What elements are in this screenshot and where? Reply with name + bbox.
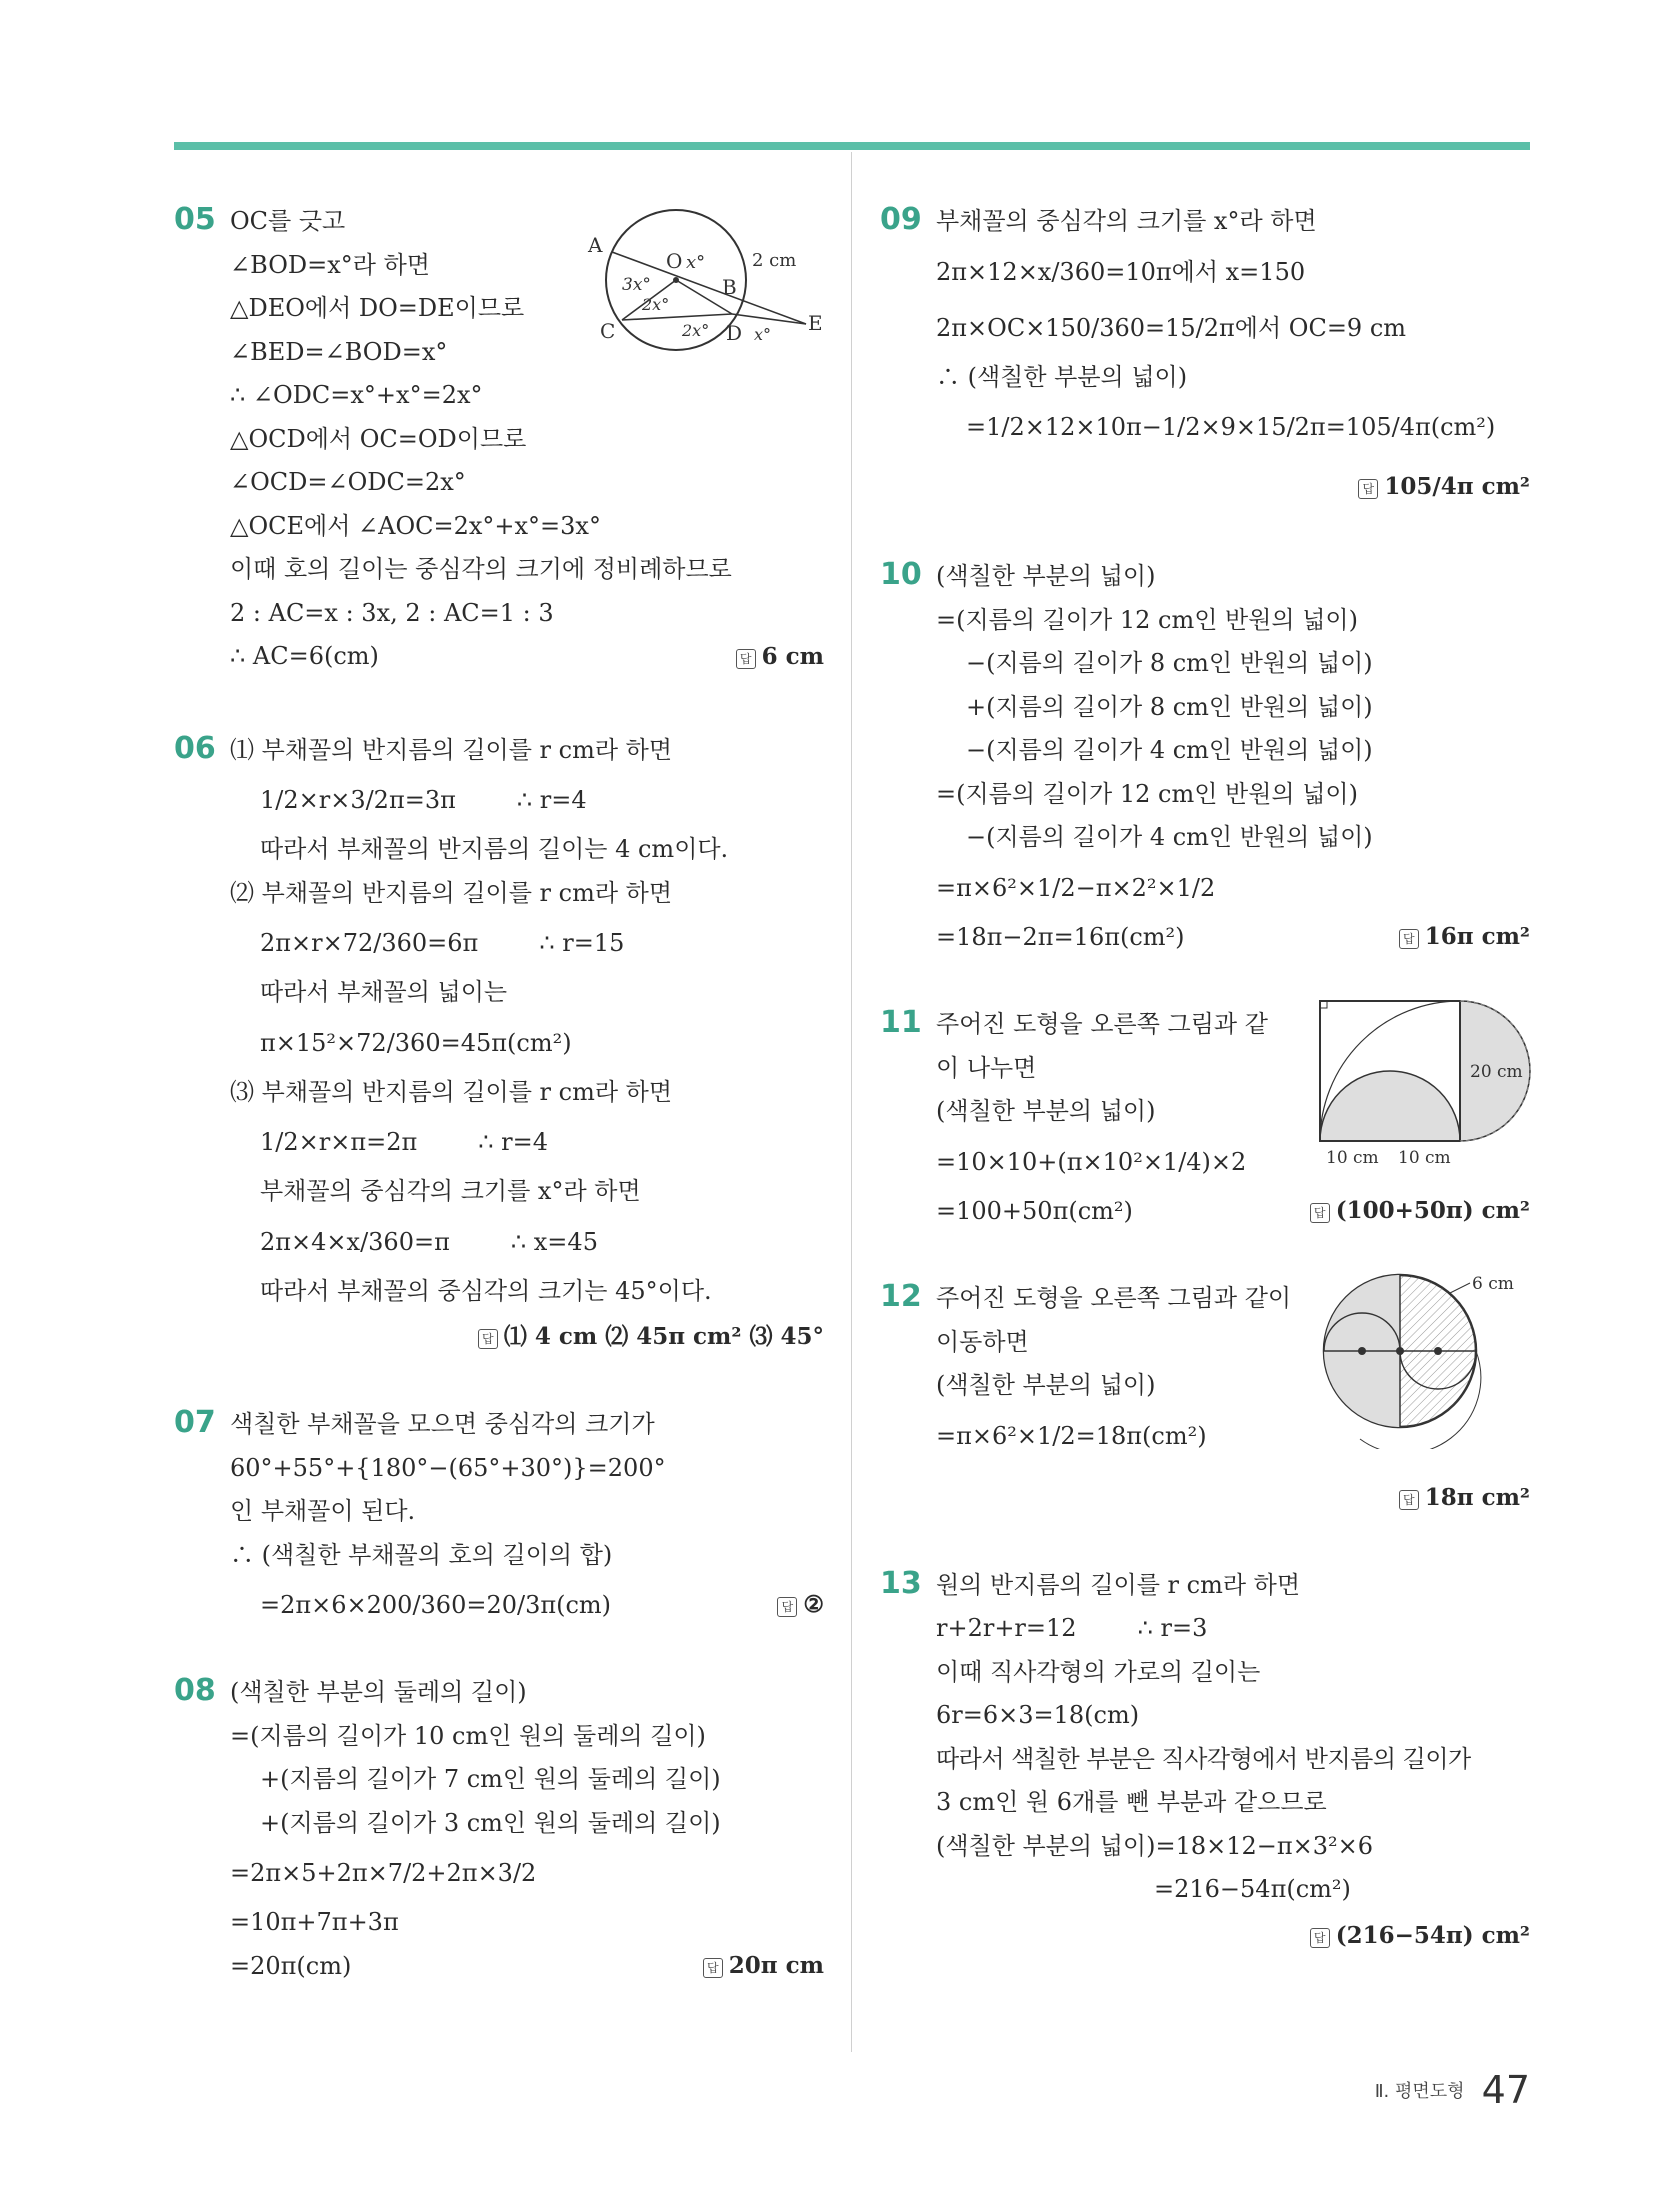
solution-line: 인 부채꼴이 된다.	[230, 1497, 416, 1525]
answer-text: 20π cm	[728, 1952, 824, 1979]
answer-text: 16π cm²	[1424, 923, 1530, 950]
left-center-dot	[1358, 1347, 1366, 1355]
middle-center-dot	[1396, 1347, 1404, 1355]
solution-line: (색칠한 부분의 넓이)=18×12−π×3²×6	[936, 1831, 1374, 1860]
solution-line: π×15²×72/360=45π(cm²)	[260, 1028, 572, 1057]
answer-text: ⑴ 4 cm ⑵ 45π cm² ⑶ 45°	[503, 1323, 824, 1350]
solution-line: 주어진 도형을 오른쪽 그림과 같	[936, 1010, 1268, 1038]
solution-line: ∠BED=∠BOD=x°	[230, 337, 448, 366]
problem-13	[880, 1564, 1530, 1958]
problem-number: 09	[880, 202, 922, 237]
right-center-dot	[1434, 1347, 1442, 1355]
solution-line: ⑵ 부채꼴의 반지름의 길이를 r cm라 하면	[230, 878, 673, 907]
problem-number: 07	[174, 1405, 216, 1440]
solution-line: −(지름의 길이가 4 cm인 반원의 넓이)	[966, 736, 1373, 764]
label-d: D	[726, 321, 743, 345]
answer-mark-icon: 답	[736, 649, 756, 669]
solution-line: △OCE에서 ∠AOC=2x°+x°=3x°	[230, 511, 601, 540]
solution-line: 원의 반지름의 길이를 r cm라 하면	[936, 1570, 1301, 1599]
left-column	[174, 200, 824, 2032]
shaded-left-quarter	[1320, 1071, 1460, 1141]
solution-line: =2π×6×200/360=20/3π(cm)	[260, 1591, 612, 1619]
solution-line: ⑴ 부채꼴의 반지름의 길이를 r cm라 하면	[230, 735, 673, 764]
circle-figure	[586, 208, 826, 358]
solution-line: (색칠한 부분의 넓이)	[936, 1371, 1156, 1399]
answer	[936, 457, 1530, 517]
answer-text: (100+50π) cm²	[1335, 1197, 1530, 1224]
solution-line: 2 : AC=x : 3x, 2 : AC=1 : 3	[230, 598, 554, 627]
problem-number: 08	[174, 1673, 216, 1708]
solution-line: 색칠한 부채꼴을 모으면 중심각의 크기가	[230, 1410, 655, 1438]
problem-number: 10	[880, 557, 922, 592]
problem-06	[174, 729, 824, 1360]
solution-line: ∴ (색칠한 부채꼴의 호의 길이의 합)	[230, 1540, 613, 1569]
solution-line: =(지름의 길이가 12 cm인 반원의 넓이)	[936, 605, 1358, 634]
problem-10	[880, 555, 1530, 959]
solution-line: (색칠한 부분의 넓이)	[936, 1097, 1156, 1125]
solution-line: ∴ ∠ODC=x°+x°=2x°	[230, 381, 483, 409]
solution-line: −(지름의 길이가 4 cm인 반원의 넓이)	[966, 823, 1373, 851]
label-bottom-right: 10 cm	[1398, 1148, 1451, 1168]
answer-mark-icon: 답	[703, 1958, 723, 1978]
solution-line: ∴ AC=6(cm)	[230, 642, 379, 670]
solution-line: =10π+7π+3π	[230, 1908, 399, 1936]
solution-line: 1/2×r×3/2π=3π ∴ r=4	[260, 786, 587, 814]
problem-08	[174, 1671, 824, 1988]
solution-line: +(지름의 길이가 3 cm인 원의 둘레의 길이)	[260, 1808, 721, 1837]
solution-line: 60°+55°+{180°−(65°+30°)}=200°	[230, 1453, 666, 1482]
solution-line: =18π−2π=16π(cm²)	[936, 922, 1185, 951]
solution-line: (색칠한 부분의 넓이)	[936, 562, 1156, 590]
problem-11	[880, 1003, 1530, 1233]
solution-line: =π×6²×1/2−π×2²×1/2	[936, 873, 1216, 902]
yin-yang-circle-figure	[1300, 1269, 1540, 1449]
solution-line: 따라서 색칠한 부분은 직사각형에서 반지름의 길이가	[936, 1744, 1471, 1773]
answer-mark-icon: 답	[1310, 1203, 1330, 1223]
solution-line: =10×10+(π×10²×1/4)×2	[936, 1147, 1247, 1176]
solution-line: =(지름의 길이가 12 cm인 반원의 넓이)	[936, 779, 1358, 808]
solution-line: 2π×OC×150/360=15/2π에서 OC=9 cm	[936, 313, 1407, 342]
solution-line: r+2r+r=12 ∴ r=3	[936, 1614, 1208, 1642]
solution-line: =(지름의 길이가 10 cm인 원의 둘레의 길이)	[230, 1721, 706, 1750]
solution-line: ∠BOD=x°라 하면	[230, 250, 430, 279]
solution-line: =2π×5+2π×7/2+2π×3/2	[230, 1859, 537, 1887]
label-b: B	[722, 275, 737, 299]
label-o: O	[666, 249, 683, 273]
solution-line: =100+50π(cm²)	[936, 1196, 1133, 1225]
solution-line: △DEO에서 DO=DE이므로	[230, 294, 525, 322]
answer-mark-icon: 답	[1358, 479, 1378, 499]
solution-line: 이 나누면	[936, 1053, 1037, 1082]
problem-09	[880, 200, 1530, 517]
solution-line: ∴ (색칠한 부분의 넓이)	[936, 362, 1188, 391]
page-footer	[1375, 2068, 1530, 2112]
solution-line: 2π×r×72/360=6π ∴ r=15	[260, 929, 625, 957]
answer	[936, 1476, 1530, 1520]
answer-mark-icon: 답	[1399, 1490, 1419, 1510]
solution-line: OC를 긋고	[230, 207, 346, 235]
solution-line: 3 cm인 원 6개를 뺀 부분과 같으므로	[936, 1788, 1327, 1816]
solution-line: +(지름의 길이가 8 cm인 반원의 넓이)	[966, 692, 1373, 721]
segment-cd	[622, 314, 732, 320]
solution-line: 주어진 도형을 오른쪽 그림과 같이	[936, 1284, 1292, 1312]
solution-line: 2π×12×x/360=10π에서 x=150	[936, 257, 1306, 286]
answer-text: 105/4π cm²	[1384, 473, 1530, 500]
right-column	[880, 200, 1530, 2002]
radius-leader	[1450, 1283, 1470, 1293]
solution-line: 따라서 부채꼴의 넓이는	[260, 978, 508, 1006]
solution-line: ∠OCD=∠ODC=2x°	[230, 468, 466, 496]
label-x2: x°	[754, 325, 772, 344]
square-quarter-circles-figure	[1310, 991, 1540, 1171]
label-bottom-left: 10 cm	[1326, 1148, 1379, 1168]
solution-line: 6r=6×3=18(cm)	[936, 1701, 1140, 1729]
problem-07	[174, 1403, 824, 1627]
solution-line: 이때 호의 길이는 중심각의 크기에 정비례하므로	[230, 555, 732, 583]
answer-mark-icon: 답	[1310, 1928, 1330, 1948]
answer	[230, 1315, 824, 1359]
solution-line: 1/2×r×π=2π ∴ r=4	[260, 1128, 549, 1156]
solution-line: 따라서 부채꼴의 반지름의 길이는 4 cm이다.	[260, 835, 729, 863]
solution-line: =π×6²×1/2=18π(cm²)	[936, 1421, 1207, 1450]
answer-text: ②	[803, 1591, 824, 1618]
answer-mark-icon: 답	[1399, 929, 1419, 949]
problem-number: 11	[880, 1005, 922, 1040]
section-label: Ⅱ. 평면도형	[1374, 2081, 1465, 2102]
problem-05	[174, 200, 824, 679]
problem-number: 05	[174, 202, 216, 237]
label-2x-a: 2x°	[642, 295, 670, 314]
solution-line: +(지름의 길이가 7 cm인 원의 둘레의 길이)	[260, 1765, 721, 1793]
answer-mark-icon: 답	[777, 1597, 797, 1617]
answer-text: 18π cm²	[1424, 1483, 1530, 1511]
segment-de	[732, 314, 806, 324]
solution-line: 2π×4×x/360=π ∴ x=45	[260, 1227, 598, 1256]
column-divider	[851, 152, 852, 2052]
label-x1: x°	[686, 252, 706, 273]
label-radius: 6 cm	[1472, 1274, 1514, 1294]
problem-12	[880, 1274, 1530, 1520]
answer	[936, 1914, 1530, 1958]
problem-number: 06	[174, 730, 216, 766]
solution-line: ⑶ 부채꼴의 반지름의 길이를 r cm라 하면	[230, 1077, 673, 1106]
label-c: C	[600, 319, 616, 343]
problem-number: 12	[880, 1279, 922, 1314]
solution-line: (색칠한 부분의 둘레의 길이)	[230, 1678, 527, 1706]
answer-mark-icon: 답	[478, 1329, 498, 1349]
label-length: 2 cm	[752, 250, 797, 271]
label-side-length: 20 cm	[1470, 1062, 1523, 1082]
solution-line: 따라서 부채꼴의 중심각의 크기는 45°이다.	[260, 1276, 712, 1305]
answer-text: 6 cm	[761, 642, 824, 670]
solution-line: 부채꼴의 중심각의 크기를 x°라 하면	[936, 207, 1317, 235]
right-angle-mark	[1320, 1001, 1327, 1008]
label-e: E	[808, 311, 823, 335]
solution-line: −(지름의 길이가 8 cm인 반원의 넓이)	[966, 649, 1373, 677]
solution-line: 이동하면	[936, 1327, 1029, 1356]
solution-line: =216−54π(cm²)	[1154, 1875, 1351, 1903]
solution-line: 이때 직사각형의 가로의 길이는	[936, 1657, 1261, 1686]
page-number: 47	[1481, 2068, 1530, 2112]
solution-line: =20π(cm)	[230, 1951, 352, 1980]
solution-line: △OCD에서 OC=OD이므로	[230, 424, 527, 453]
label-a: A	[588, 233, 603, 257]
answer-text: (216−54π) cm²	[1335, 1921, 1530, 1949]
label-2x-b: 2x°	[682, 321, 710, 340]
center-point	[673, 277, 679, 283]
top-accent-bar	[174, 142, 1530, 150]
problem-number: 13	[880, 1565, 922, 1601]
label-3x: 3x°	[622, 275, 651, 295]
solution-line: 부채꼴의 중심각의 크기를 x°라 하면	[260, 1177, 641, 1205]
solution-line: =1/2×12×10π−1/2×9×15/2π=105/4π(cm²)	[966, 413, 1496, 441]
